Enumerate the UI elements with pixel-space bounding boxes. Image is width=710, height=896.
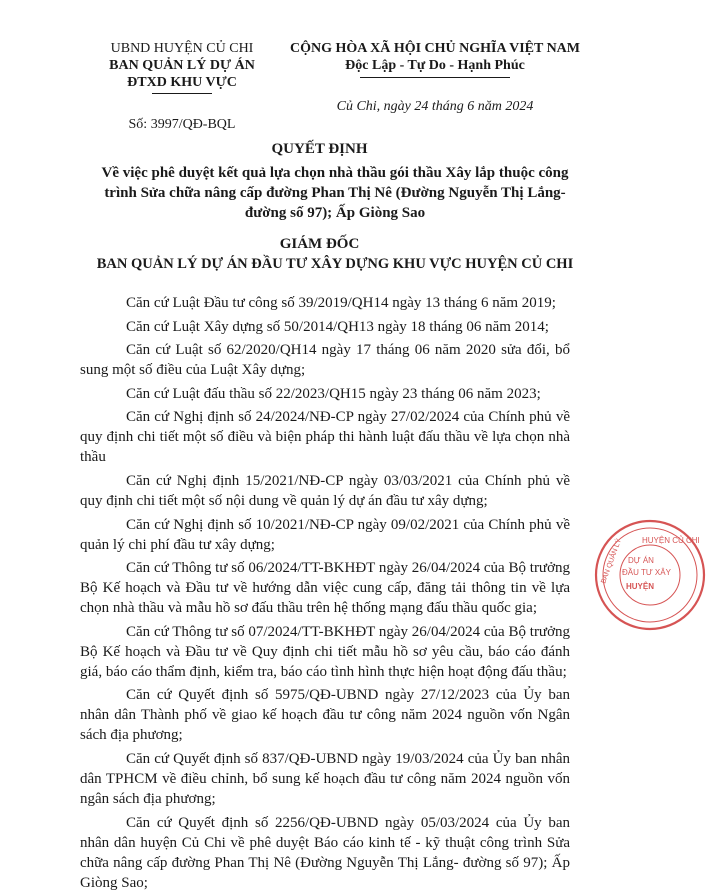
legal-basis-paragraph: Căn cứ Nghị định 15/2021/NĐ-CP ngày 03/03/2021 của Chính phủ về quy định chi tiết một số nội dung về quản lý dự án đầu tư xây dựng;	[80, 472, 570, 509]
place-date: Củ Chi, ngày 24 tháng 6 năm 2024	[336, 99, 534, 114]
official-seal-stamp	[590, 515, 710, 635]
legal-basis-paragraph: Căn cứ Luật Đầu tư công số 39/2019/QH14 ngày 13 tháng 6 năm 2019;	[126, 295, 556, 311]
legal-basis-paragraph: Căn cứ Luật số 62/2020/QH14 ngày 17 tháng 06 năm 2020 sửa đổi, bổ sung một số điều của Luật Xây dựng;	[80, 342, 570, 379]
stamp-ring-left: BAN QUẢN LÝ	[600, 537, 624, 585]
agency-name: BAN QUẢN LÝ DỰ ÁN	[109, 58, 255, 73]
national-motto: Độc Lập - Tự Do - Hạnh Phúc	[345, 58, 525, 73]
country-name: CỘNG HÒA XÃ HỘI CHỦ NGHĨA VIỆT NAM	[289, 41, 580, 56]
subject-line: đường số 97); Ấp Giòng Sao	[244, 205, 426, 221]
motto-underline	[360, 77, 510, 78]
legal-basis-paragraph: Căn cứ Thông tư số 06/2024/TT-BKHĐT ngày 26/04/2024 của Bộ trưởng Bộ Kế hoạch và Đầu tư về hướng dẫn việc cung cấp, đăng tải thông tin về lựa chọn nhà thầu và mẫu hồ sơ đấu thầu trên hệ thống mạng đấu thầu quốc gia;	[80, 560, 570, 617]
legal-basis-paragraph: Căn cứ Luật đấu thầu số 22/2023/QH15 ngày 23 tháng 06 năm 2023;	[126, 385, 541, 402]
legal-basis-paragraph: Căn cứ Quyết định số 837/QĐ-UBND ngày 19/03/2024 của Ủy ban nhân dân TPHCM về điều chỉnh, bổ sung kế hoạch đầu tư công năm 2024 nguồn vốn ngân sách địa phương;	[80, 750, 570, 807]
subject-line: Về việc phê duyệt kết quả lựa chọn nhà thầu gói thầu Xây lắp thuộc công	[101, 165, 569, 181]
stamp-ring-top: HUYỆN CỦ CHI	[642, 536, 700, 545]
document-number: Số: 3997/QĐ-BQL	[128, 117, 236, 132]
legal-basis-paragraph: Căn cứ Quyết định số 5975/QĐ-UBND ngày 27/12/2023 của Ủy ban nhân dân Thành phố về giao kế hoạch đầu tư công năm 2024 nguồn vốn Ngân sách địa phương;	[80, 687, 570, 744]
issuing-agency-block	[92, 40, 272, 133]
agency-name-line2: ĐTXD KHU VỰC	[127, 75, 237, 90]
stamp-center-line: HUYỆN	[626, 582, 655, 591]
legal-basis-paragraph: Căn cứ Thông tư số 07/2024/TT-BKHĐT ngày 26/04/2024 của Bộ trưởng Bộ Kế hoạch và Đầu tư về Quy định chi tiết mẫu hồ sơ yêu cầu, báo cáo đánh giá, báo cáo thẩm định, kiểm tra, báo cáo tình hình thực hiện hoạt động đấu thầu;	[80, 623, 570, 680]
legal-basis-paragraph: Căn cứ Nghị định số 24/2024/NĐ-CP ngày 27/02/2024 của Chính phủ về quy định chi tiết một số điều và biện pháp thi hành luật đấu thầu về lựa chọn nhà thầu	[80, 409, 570, 466]
national-header-block	[270, 40, 600, 115]
authority-organization: BAN QUẢN LÝ DỰ ÁN ĐẦU TƯ XÂY DỰNG KHU VỰC HUYỆN CỦ CHI	[96, 256, 574, 272]
subject-line: trình Sửa chữa nâng cấp đường Phan Thị Nê (Đường Nguyễn Thị Lắng-	[104, 185, 566, 201]
document-subject	[95, 163, 575, 223]
agency-underline	[152, 93, 212, 94]
stamp-center-line: DỰ ÁN	[628, 556, 654, 565]
agency-parent: UBND HUYỆN CỦ CHI	[110, 41, 254, 56]
legal-basis-paragraph: Căn cứ Luật Xây dựng số 50/2014/QH13 ngày 18 tháng 06 năm 2014;	[126, 318, 549, 335]
legal-basis-paragraph: Căn cứ Nghị định số 10/2021/NĐ-CP ngày 09/02/2021 của Chính phủ về quản lý chi phí đầu tư xây dựng;	[80, 516, 570, 553]
document-title: QUYẾT ĐỊNH	[271, 141, 368, 157]
authority-title: GIÁM ĐỐC	[279, 236, 360, 252]
stamp-center-line: ĐẦU TƯ XÂY	[622, 568, 671, 577]
legal-basis-section	[80, 293, 570, 896]
legal-basis-paragraph: Căn cứ Quyết định số 2256/QĐ-UBND ngày 05/03/2024 của Ủy ban nhân dân huyện Củ Chi về phê duyệt Báo cáo kinh tế - kỹ thuật công trình Sửa chữa nâng cấp đường Phan Thị Nê (Đường Nguyễn Thị Lắng- đường số 97); Ấp Giòng Sao;	[80, 814, 570, 891]
